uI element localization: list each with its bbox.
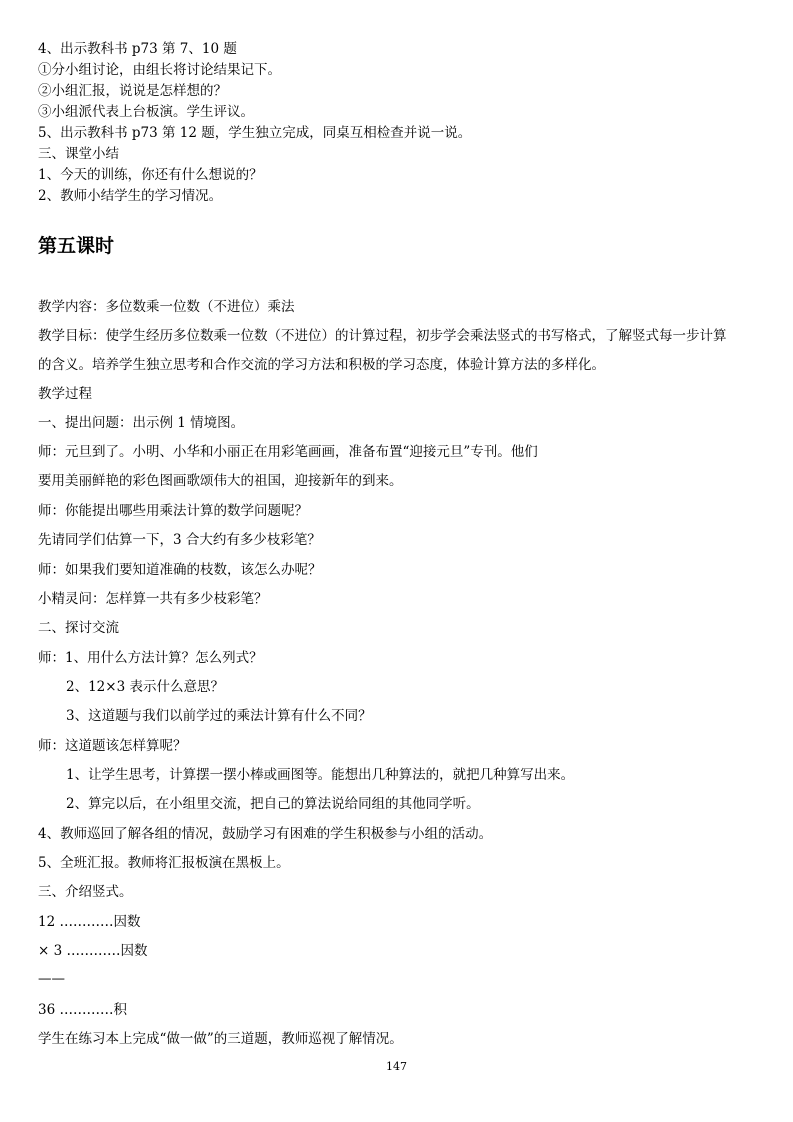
text-line: 2、教师小结学生的学习情况。 [38, 188, 223, 204]
text-line: 学生在练习本上完成“做一做”的三道题，教师巡视了解情况。 [38, 1031, 403, 1047]
text-line: 要用美丽鲜艳的彩色图画歌颂伟大的祖国，迎接新年的到来。 [38, 473, 403, 489]
text-line: 教学内容：多位数乘一位数（不进位）乘法 [38, 299, 295, 315]
text-line: 二、探讨交流 [38, 620, 119, 636]
text-line: 三、介绍竖式。 [38, 884, 133, 900]
text-line: ③小组派代表上台板演。学生评议。 [38, 104, 254, 120]
text-line: ②小组汇报，说说是怎样想的？ [38, 83, 227, 99]
vertical-calc-line: 12 …………因数 [38, 914, 141, 930]
text-line: 5、出示教科书 p73 第 12 题，学生独立完成，同桌互相检查并说一说。 [38, 125, 472, 141]
text-line: 的含义。培养学生独立思考和合作交流的学习方法和积极的学习态度，体验计算方法的多样化。 [38, 357, 605, 373]
vertical-calc-rule: —— [38, 971, 65, 987]
text-line: 一、提出问题：出示例 1 情境图。 [38, 415, 245, 431]
text-line: 师：你能提出哪些用乘法计算的数学问题呢？ [38, 503, 308, 519]
vertical-calc-line: 36 …………积 [38, 1002, 127, 1018]
text-line: 5、全班汇报。教师将汇报板演在黑板上。 [38, 855, 290, 871]
text-line: 师：如果我们要知道准确的枝数，该怎么办呢？ [38, 562, 322, 578]
text-line: 先请同学们估算一下，3 合大约有多少枝彩笔？ [38, 532, 321, 548]
text-line: 1、今天的训练，你还有什么想说的？ [38, 167, 263, 183]
text-line: 师：元旦到了。小明、小华和小丽正在用彩笔画画，准备布置“迎接元旦”专刊。他们 [38, 444, 538, 460]
text-line: 教学过程 [38, 386, 92, 402]
text-line: 2、12×3 表示什么意思？ [66, 679, 224, 695]
vertical-calc-line: × 3 …………因数 [38, 943, 148, 959]
text-line: 教学目标：使学生经历多位数乘一位数（不进位）的计算过程，初步学会乘法竖式的书写格式，了解竖式每一步计算 [38, 328, 727, 344]
text-line: 2、算完以后，在小组里交流，把自己的算法说给同组的其他同学听。 [66, 796, 480, 812]
page-number: 147 [386, 1060, 407, 1073]
text-line: 三、课堂小结 [38, 146, 119, 162]
text-line: 4、教师巡回了解各组的情况，鼓励学习有困难的学生积极参与小组的活动。 [38, 826, 493, 842]
text-line: 1、让学生思考，计算摆一摆小棒或画图等。能想出几种算法的，就把几种算写出来。 [66, 767, 575, 783]
text-line: 师：1、用什么方法计算？怎么列式？ [38, 650, 263, 666]
text-line: 3、这道题与我们以前学过的乘法计算有什么不同？ [66, 708, 372, 724]
text-line: 4、出示教科书 p73 第 7、10 题 [38, 41, 237, 57]
lesson-title: 第五课时 [38, 235, 115, 257]
text-line: 小精灵问：怎样算一共有多少枝彩笔？ [38, 591, 268, 607]
text-line: 师：这道题该怎样算呢？ [38, 738, 187, 754]
text-line: ①分小组讨论，由组长将讨论结果记下。 [38, 62, 281, 78]
